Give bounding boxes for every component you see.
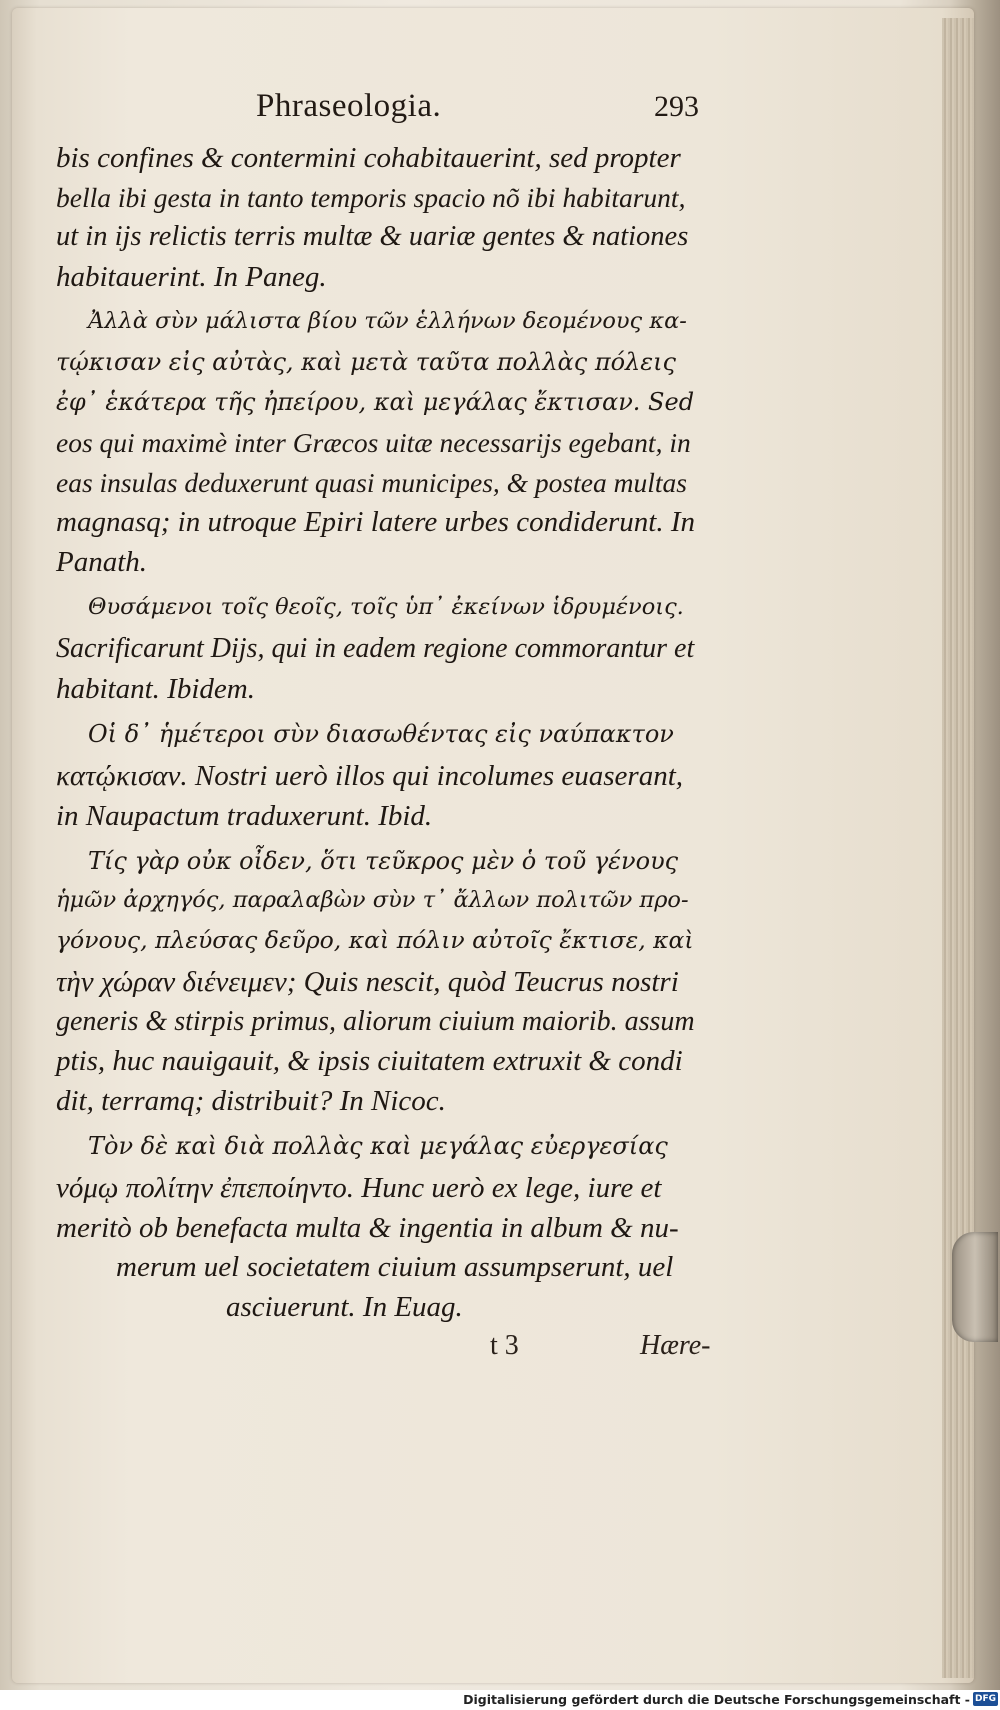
text-line: Οἱ δ᾽ ἡμέτεροι σὺν διασωθέντας εἰς ναύπακτον	[88, 720, 674, 748]
text-line: Τὸν δὲ καὶ διὰ πολλὰς καὶ μεγάλας εὐεργεσίας	[88, 1132, 668, 1160]
text-line: bis confines & contermini cohabitauerint, sed propter	[56, 142, 681, 174]
dfg-logo: DFG	[974, 1694, 996, 1704]
text-line: eos qui maximè inter Græcos uitæ necessarijs egebant, in	[56, 427, 691, 458]
text-line: bella ibi gesta in tanto temporis spacio nõ ibi habitarunt,	[56, 182, 686, 213]
page-number: 293	[654, 90, 699, 123]
text-line: ptis, huc nauigauit, & ipsis ciuitatem extruxit & condi	[56, 1045, 683, 1077]
text-line: Sacrificarunt Dijs, qui in eadem regione commorantur et	[56, 633, 695, 664]
running-head: Phraseologia.	[256, 88, 442, 124]
text-line: generis & stirpis primus, aliorum ciuium maiorib. assum	[56, 1006, 695, 1037]
catchword: Hære-	[640, 1330, 711, 1361]
text-line: νόμῳ πολίτην ἐπεποίηντο. Hunc uerò ex lege, iure et	[56, 1172, 662, 1204]
digitization-footer	[0, 1690, 1000, 1710]
page-edge-stack	[942, 18, 974, 1678]
text-line: Θυσάμενοι τοῖς θεοῖς, τοῖς ὑπ᾽ ἐκείνων ἱδρυμένοις.	[88, 594, 684, 620]
text-line: merum uel societatem ciuium assumpserunt, uel	[116, 1251, 674, 1283]
text-line: τὴν χώραν διένειμεν; Quis nescit, quòd Teucrus nostri	[56, 966, 679, 998]
text-line: magnasq; in utroque Epiri latere urbes condiderunt. In	[56, 506, 696, 538]
signature-mark: t 3	[490, 1330, 519, 1361]
text-line: eas insulas deduxerunt quasi municipes, & postea multas	[56, 467, 687, 498]
digitization-notice: Digitalisierung gefördert durch die Deutsche Forschungsgemeinschaft -	[463, 1692, 970, 1707]
page-header	[56, 82, 706, 132]
text-line: meritò ob benefacta multa & ingentia in album & nu-	[56, 1212, 679, 1244]
text-line: habitant. Ibidem.	[56, 673, 255, 705]
text-line: ut in ijs relictis terris multæ & uariæ gentes & nationes	[56, 221, 689, 252]
text-line: γόνους, πλεύσας δεῦρο, καὶ πόλιν αὐτοῖς ἔκτισε, καὶ	[56, 926, 694, 954]
text-line: Panath.	[56, 546, 148, 578]
book-page	[12, 8, 974, 1683]
page-tab-marker	[952, 1232, 998, 1342]
text-line: ἡμῶν ἀρχηγός, παραλαβὼν σὺν τ᾽ ἄλλων πολιτῶν προ-	[56, 887, 689, 913]
text-line: ἐφ᾽ ἑκάτερα τῆς ἠπείρου, καὶ μεγάλας ἔκτισαν. Sed	[56, 388, 695, 416]
text-line: in Naupactum traduxerunt. Ibid.	[56, 800, 433, 832]
text-line: Τίς γὰρ οὐκ οἶδεν, ὅτι τεῦκρος μὲν ὁ τοῦ γένους	[88, 847, 679, 875]
text-line: asciuerunt. In Euag.	[226, 1291, 463, 1323]
text-line: dit, terramq; distribuit? In Nicoc.	[56, 1085, 446, 1117]
text-line: habitauerint. In Paneg.	[56, 261, 327, 293]
text-line: κατῴκισαν. Nostri uerò illos qui incolumes euaserant,	[56, 760, 684, 792]
text-line: Ἀλλὰ σὺν μάλιστα βίου τῶν ἑλλήνων δεομένους κα-	[88, 308, 687, 334]
text-line: τῴκισαν εἰς αὐτὰς, καὶ μετὰ ταῦτα πολλὰς πόλεις	[56, 348, 676, 376]
